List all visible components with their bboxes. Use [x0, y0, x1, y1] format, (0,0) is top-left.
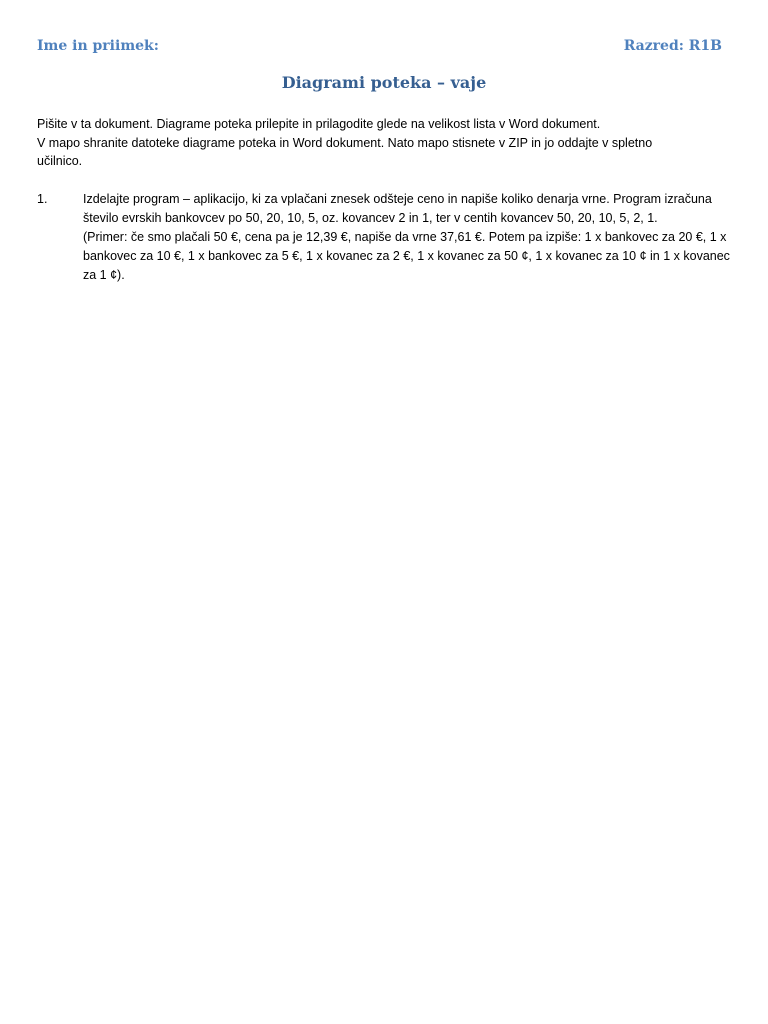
task-item	[37, 190, 737, 285]
task-paragraph-2: (Primer: če smo plačali 50 €, cena pa je 12,39 €, napiše da vrne 37,61 €. Potem pa izpiše: 1 x bankovec za 20 €, 1 x bankovec za 10 €, 1 x bankovec za 5 €, 1 x kovanec za 2 €, 1 x kovanec za 50 ¢, 1 x kovanec za 10 ¢ in 1 x kovanec za 1 ¢).	[83, 230, 730, 282]
intro-text	[37, 115, 697, 171]
class-label: Razred: R1B	[623, 38, 722, 54]
task-body	[83, 190, 737, 285]
task-number: 1.	[37, 192, 48, 206]
intro-line-1: Pišite v ta dokument. Diagrame poteka prilepite in prilagodite glede na velikost lista v Word dokument.	[37, 117, 601, 131]
page-title: Diagrami poteka – vaje	[281, 73, 487, 92]
document-header	[37, 38, 722, 54]
task-paragraph-1: Izdelajte program – aplikacijo, ki za vplačani znesek odšteje ceno in napiše koliko denarja vrne. Program izračuna število evrskih bankovcev po 50, 20, 10, 5, oz. kovancev 2 in 1, ter v centih kovancev 50, 20, 10, 5, 2, 1.	[83, 192, 712, 225]
name-label: Ime in priimek:	[37, 38, 159, 54]
intro-line-2: V mapo shranite datoteke diagrame poteka in Word dokument. Nato mapo stisnete v ZIP in jo oddajte v spletno učilnico.	[37, 135, 653, 168]
